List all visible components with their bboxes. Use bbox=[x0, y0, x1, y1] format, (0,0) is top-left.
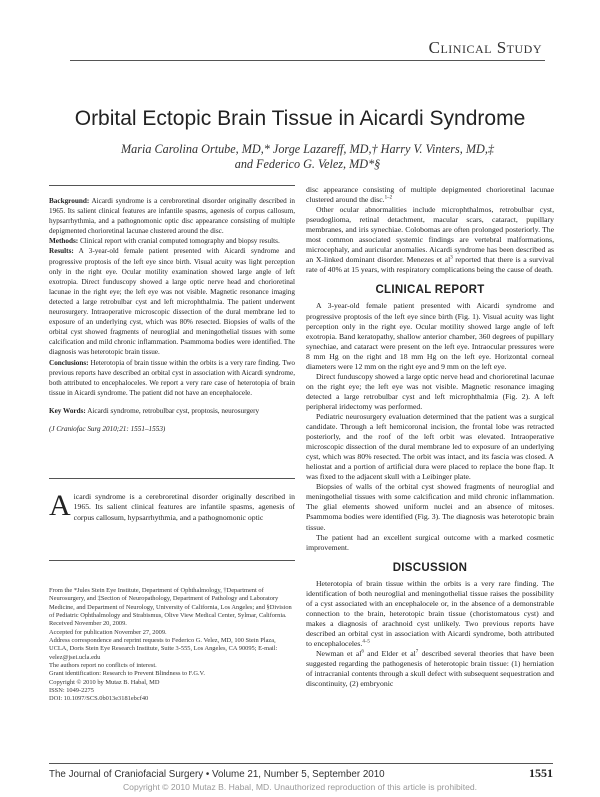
methods-text: Clinical report with cranial computed tomography and biopsy results. bbox=[78, 237, 280, 246]
ref-sup: 6 bbox=[361, 649, 364, 655]
ref-sup: 7 bbox=[415, 649, 419, 655]
abstract-keywords bbox=[49, 406, 295, 416]
author-list bbox=[70, 142, 545, 172]
background-text: Aicardi syndrome is a cerebroretinal disorder originally described in 1965. Its salient clinical features are infantile spasms, agenesis of corpus callosum, hypsarrhythmia, and a pathognomonic optic disc appearance consisting of multiple depigmented chorioretinal lacunae clustered around the disc. bbox=[49, 197, 295, 236]
keywords-text: Aicardi syndrome, retrobulbar cyst, proptosis, neurosurgery bbox=[85, 406, 260, 415]
discussion-text: Heterotopia of brain tissue within the orbits is a very rare finding. The identification of both neuroglial and meningothelial tissue raises the possibility of a cyst associated with an encephalocele or, in the absence of a demonstrable connection to the brain, heterotopic brain tissue (choristomatous cyst) and makes a diagnosis of arachnoid cyst unlikely. Two previous reports have described an orbital cyst in association with Aicardi syndrome, both attributed to encephaloceles. bbox=[306, 578, 554, 648]
discussion-paragraph bbox=[306, 579, 554, 649]
dropcap: A bbox=[49, 489, 71, 522]
ref-sup: 3 bbox=[450, 255, 453, 261]
discussion-text: described several theories that have been suggested regarding the pathogenesis of heterotopic brain tissue: (1) herniation of intracranial contents through a skull defect with subsequent sequestration and discontinuity, (2) embryonic bbox=[306, 649, 554, 689]
clinical-paragraph: A 3-year-old female patient presented with Aicardi syndrome and progressive proptosis of the left eye since birth (Fig. 1). Visual acuity was light perception only in the right eye. Ocular motility showed large angle of left exotropia. Band keratopathy, shallow anterior chamber, 360 degrees of pupillary synechiae, and cataract were present on the left eye. Intraocular pressures were 8 mm Hg on the right and 18 mm Hg on the left eye. Horizontal corneal diameters were 12 mm on the right eye and 9 mm on the left eye. bbox=[306, 301, 554, 371]
conclusions-text: Heterotopia of brain tissue within the orbits is a very rare finding. Two previous reports have described an orbital cyst in association with Aicardi syndrome, both attributed to encephaloceles. We report a very rare case of heterotopia of brain tissue in Aicardi syndrome. The patient did not have an encephalocele. bbox=[49, 358, 295, 397]
authors-line-2: and Federico G. Velez, MD*§ bbox=[234, 157, 381, 171]
abstract-methods bbox=[49, 236, 295, 246]
footnote-doi: DOI: 10.1097/SCS.0b013e3181ebcf40 bbox=[49, 695, 149, 703]
keywords-label: Key Words: bbox=[49, 406, 86, 415]
footnote-correspondence: Address correspondence and reprint requests to Federico G. Velez, MD, 100 Stein Plaza, UCLA, Doris Stein Eye Research Institute, Suite 3-555, Los Angeles, CA 90095; E-mail: velez@jsei.ucla.edu bbox=[49, 637, 278, 661]
intro-cont-text: disc appearance consisting of multiple depigmented chorioretinal lacunae clustered around the disc. bbox=[306, 185, 554, 205]
footnote-rule bbox=[49, 560, 295, 561]
discussion-text: Newman et al bbox=[316, 649, 362, 659]
clinical-paragraph: Pediatric neurosurgery evaluation determined that the patient was a surgical candidate. Through a left hemicoronal incision, the frontal lobe was retracted posteriorly, and the roof of the left orbit was elevated. Intraoperative microscopic dissection of the dural membrane led to exposure of an underlying cyst, which was 80% resected. The orbit was intact, and its fascia was closed. A heliostat and a portion of artificial dura were placed to replace the bone flap. It was fixed to the adjacent skull with a Leibinger plate. bbox=[306, 411, 554, 482]
ocular-text: Other ocular abnormalities include microphthalmos, retrobulbar cyst, pseudoglioma, retinal detachment, macular scars, cataract, pupillary membranes, and iris synechiae. Colobomas are often prolonged posteriorly. The most common associated systemic findings are vertebral malformations, microcephaly, and auricular anomalies. Aicardi syndrome has been described as an X-linked dominant disorder. Menezes et al bbox=[306, 205, 554, 265]
ocular-abnormalities-paragraph bbox=[306, 205, 554, 275]
section-label: Clinical Study bbox=[428, 38, 542, 57]
clinical-report-heading: CLINICAL REPORT bbox=[375, 284, 485, 297]
methods-label: Methods: bbox=[49, 237, 79, 246]
clinical-paragraph: Direct funduscopy showed a large optic nerve head and chorioretinal lacunae on the right eye; the left eye was not visible. Magnetic resonance imaging detected a large retrobulbar cyst and left microphthalmia (Fig. 2). A left peripheral iridectomy was performed. bbox=[306, 371, 554, 411]
conclusions-label: Conclusions: bbox=[49, 358, 89, 367]
results-label: Results: bbox=[49, 247, 74, 256]
bottom-rule bbox=[49, 763, 553, 764]
footnote-grant: Grant identification: Research to Prevent Blindness to F.G.V. bbox=[49, 670, 205, 678]
top-rule bbox=[70, 60, 545, 61]
footnote-copyright: Copyright © 2010 by Mutaz B. Habal, MD bbox=[49, 678, 160, 686]
intro-continuation bbox=[306, 185, 554, 205]
footnote-affiliation: From the *Jules Stein Eye Institute, Department of Ophthalmology, †Department of Neurosurgery, and ‡Section of Neuropathology, Department of Pathology and Laboratory Medicine, and Department of Neurology, University of California, Los Angeles; and §Division of Pediatric Ophthalmology and Strabismus, Olive View Medical Center, Sylmar, California. bbox=[49, 587, 292, 620]
page-number: 1551 bbox=[529, 766, 553, 780]
clinical-paragraph: The patient had an excellent surgical outcome with a marked cosmetic improvement. bbox=[306, 532, 554, 552]
intro-paragraph bbox=[49, 489, 295, 523]
discussion-heading: DISCUSSION bbox=[392, 561, 468, 574]
abstract-results bbox=[49, 246, 295, 357]
citation: (J Craniofac Surg 2010;21: 1551–1553) bbox=[49, 424, 166, 433]
article-title: Orbital Ectopic Brain Tissue in Aicardi Syndrome bbox=[74, 107, 526, 130]
footnote-conflicts: The authors report no conflicts of interest. bbox=[49, 662, 157, 670]
clinical-paragraph: Biopsies of walls of the orbital cyst showed fragments of neuroglial and meningothelial tissues with some calcification and mild chronic inflammation. The glial elements showed uniform nuclei and an absence of mitoses. Psammoma bodies were identified (Fig. 3). The diagnosis was heterotopic brain tissue. bbox=[306, 482, 554, 532]
discussion-text: and Elder et al bbox=[363, 649, 416, 659]
journal-footer: The Journal of Craniofacial Surgery • Volume 21, Number 5, September 2010 bbox=[49, 769, 385, 780]
ocular-text-rest: reported that there is a survival rate of 40% at 15 years, with respiratory complications being the cause of death. bbox=[306, 255, 554, 275]
footnote-received: Received November 20, 2009. bbox=[49, 620, 127, 628]
right-column bbox=[306, 185, 554, 689]
footnote-accepted: Accepted for publication November 27, 2009. bbox=[49, 628, 167, 636]
intro-text: icardi syndrome is a cerebroretinal disorder originally described in 1965. Its salient clinical features are infantile spasms, agenesis of corpus callosum, hypsarrhythmia, and a pathognomonic optic bbox=[73, 492, 295, 522]
abstract-conclusions bbox=[49, 358, 295, 398]
footnote-issn: ISSN: 1049-2275 bbox=[49, 687, 94, 695]
abstract-background bbox=[49, 196, 295, 236]
background-label: Background: bbox=[49, 197, 90, 205]
ref-sup: 1–2 bbox=[384, 195, 393, 201]
abstract-box bbox=[49, 185, 295, 479]
authors-line-1: Maria Carolina Ortube, MD,* Jorge Lazareff, MD,† Harry V. Vinters, MD,‡ bbox=[121, 142, 494, 156]
results-text: A 3-year-old female patient presented with Aicardi syndrome and progressive proptosis of the left eye since birth. Visual acuity was light perception only in the right eye. Ocular motility examination showed large angle of left exotropia. Direct funduscopy showed a large optic nerve head and chorioretinal lacunae in the right eye; the left eye was not visible. Magnetic resonance imaging detected a large retrobulbar cyst and left microphthalmia. The patient underwent neurosurgery. Intraoperative microscopic dissection of the dural membrane led to exposure of an underlying cyst, which was 80% resected. Biopsies of walls of the orbital cyst showed fragments of neuroglial and meningothelial tissues with some calcification and mild chronic inflammation. Psammoma bodies were identified. The diagnosis was heterotopic brain tissue. bbox=[49, 247, 295, 357]
ref-sup: 4–5 bbox=[362, 639, 370, 645]
discussion-paragraph bbox=[306, 649, 554, 689]
footnote bbox=[49, 587, 295, 704]
copyright-notice: Copyright © 2010 Mutaz B. Habal, MD. Unauthorized reproduction of this article is prohibited. bbox=[122, 782, 478, 792]
